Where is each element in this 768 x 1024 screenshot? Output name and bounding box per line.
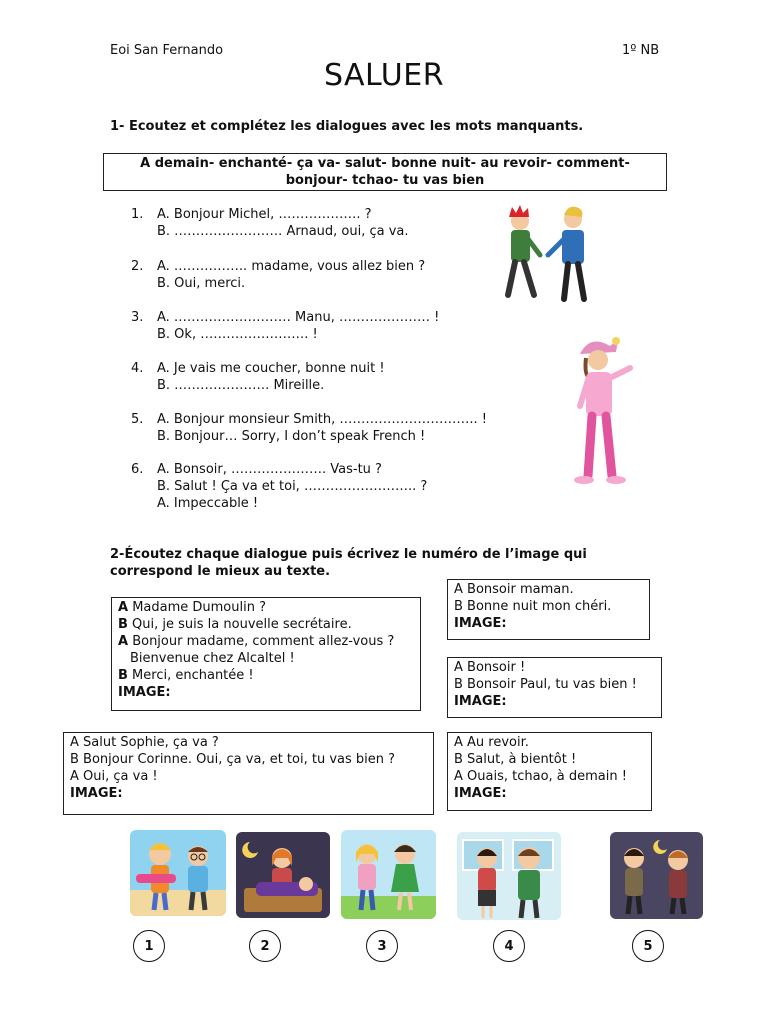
speaker-label: B (118, 617, 128, 632)
image-answer-label: IMAGE: (70, 786, 123, 801)
speaker-label: A (118, 600, 129, 615)
dialogue-line: B Bonjour Corinne. Oui, ça va, et toi, tu vas bien ? (70, 752, 396, 767)
picture-5-night (610, 832, 703, 919)
dialogue-item-6 (131, 461, 511, 515)
dialogue-line (118, 667, 414, 684)
picture-2-bedtime (236, 832, 330, 918)
dialogue-line: A. Bonjour monsieur Smith, ………………………….. ! (157, 412, 488, 427)
exercise1-instruction: 1- Ecoutez et complétez les dialogues avec les mots manquants. (110, 119, 584, 134)
dialogue-text: Merci, enchantée ! (127, 668, 254, 683)
picture-3-girls (341, 830, 436, 919)
dialogue-line: A Bonsoir maman. (454, 582, 574, 597)
girl-pajamas-illustration (560, 336, 640, 486)
image-number-4: 4 (493, 930, 525, 962)
dialogue-box-au-revoir (447, 732, 652, 811)
dialogue-line: A. …………….. madame, vous allez bien ? (157, 259, 426, 274)
item-number: 6. (131, 462, 144, 477)
dialogue-line: B. Salut ! Ça va et toi, …………………….. ? (157, 479, 428, 494)
picture-4-office (457, 832, 561, 920)
picture-1-beach (130, 830, 226, 916)
dialogue-box-sophie (63, 732, 434, 815)
image-answer-label: IMAGE: (454, 616, 507, 631)
dialogue-line: A Ouais, tchao, à demain ! (454, 769, 627, 784)
page-title: SALUER (323, 58, 445, 93)
dialogue-line: B. Ok, ……………………. ! (157, 327, 318, 342)
dialogue-item-5 (131, 411, 511, 447)
dialogue-text: Qui, je suis la nouvelle secrétaire. (127, 617, 352, 632)
dialogue-item-4 (131, 360, 511, 396)
greeting-boys-illustration (498, 203, 600, 303)
image-number-5: 5 (632, 930, 664, 962)
dialogue-line: B. …………………. Mireille. (157, 378, 325, 393)
word-bank-line: A demain- enchanté- ça va- salut- bonne nuit- au revoir- comment- (140, 156, 630, 171)
dialogue-line: B. Bonjour… Sorry, I don’t speak French ! (157, 429, 426, 444)
dialogue-line: A. Bonjour Michel, ………………. ? (157, 207, 372, 222)
item-number: 2. (131, 259, 144, 274)
image-answer-label: IMAGE: (454, 694, 507, 709)
image-answer-label: IMAGE: (454, 786, 507, 801)
dialogue-line: A. Bonsoir, …………………. Vas-tu ? (157, 462, 382, 477)
dialogue-line: A. Je vais me coucher, bonne nuit ! (157, 361, 385, 376)
dialogue-line: A Oui, ça va ! (70, 769, 158, 784)
image-number-3: 3 (366, 930, 398, 962)
speaker-label: B (118, 668, 128, 683)
item-number: 1. (131, 207, 144, 222)
dialogue-box-bonsoir-paul (447, 657, 662, 718)
dialogue-line: Bienvenue chez Alcaltel ! (130, 651, 295, 666)
dialogue-item-1 (131, 206, 511, 242)
dialogue-line (118, 616, 414, 633)
exercise2-instruction (110, 546, 587, 580)
dialogue-text: Bonjour madame, comment allez-vous ? (128, 634, 395, 649)
dialogue-item-3 (131, 309, 511, 345)
instruction-line: correspond le mieux au texte. (110, 564, 331, 579)
image-number-1: 1 (133, 930, 165, 962)
dialogue-line: A Bonsoir ! (454, 660, 526, 675)
dialogue-box-dumoulin (111, 597, 421, 711)
item-number: 3. (131, 310, 144, 325)
dialogue-line: A Au revoir. (454, 735, 529, 750)
dialogue-line: B Salut, à bientôt ! (454, 752, 577, 767)
dialogue-line: B. Oui, merci. (157, 276, 246, 291)
dialogue-line: A. Impeccable ! (157, 496, 259, 511)
word-bank (103, 153, 667, 191)
dialogue-line: A. ……………………… Manu, ………………… ! (157, 310, 440, 325)
item-number: 5. (131, 412, 144, 427)
instruction-line: 2-Écoutez chaque dialogue puis écrivez le numéro de l’image qui (110, 547, 587, 562)
item-number: 4. (131, 361, 144, 376)
image-answer-label: IMAGE: (118, 685, 171, 700)
dialogue-line (118, 599, 414, 616)
dialogue-line (118, 633, 414, 650)
dialogue-text: Madame Dumoulin ? (128, 600, 266, 615)
image-number-2: 2 (249, 930, 281, 962)
speaker-label: A (118, 634, 129, 649)
word-bank-line: bonjour- tchao- tu vas bien (285, 173, 485, 188)
dialogue-line: B. ……………………. Arnaud, oui, ça va. (157, 224, 409, 239)
dialogue-line: B Bonsoir Paul, tu vas bien ! (454, 677, 637, 692)
dialogue-line: A Salut Sophie, ça va ? (70, 735, 219, 750)
dialogue-line: B Bonne nuit mon chéri. (454, 599, 612, 614)
dialogue-item-2 (131, 258, 511, 294)
course-level: 1º NB (622, 43, 660, 58)
dialogue-box-bonne-nuit (447, 579, 650, 640)
school-name: Eoi San Fernando (110, 43, 224, 58)
